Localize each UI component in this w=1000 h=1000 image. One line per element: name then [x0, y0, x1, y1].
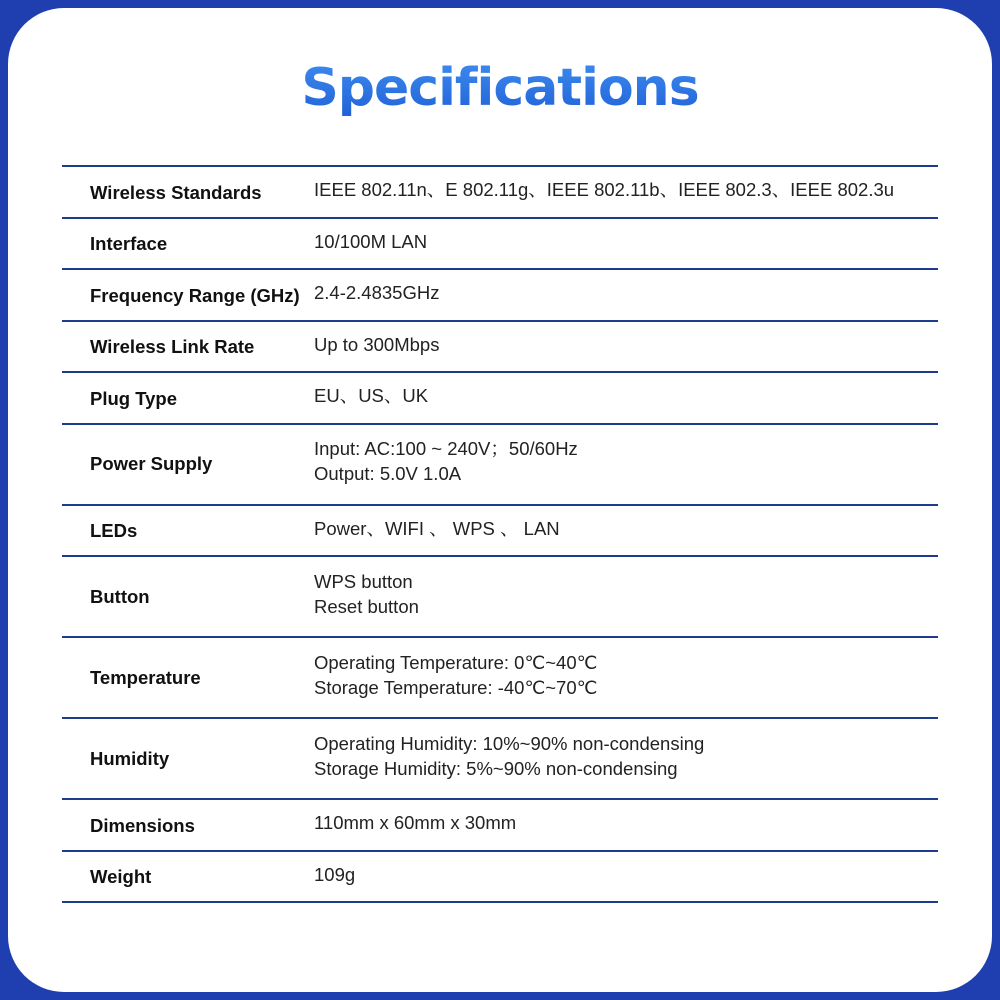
spec-value	[314, 436, 938, 486]
spec-label: Humidity	[90, 747, 170, 769]
spec-value-line: WPS button	[314, 570, 413, 592]
page-title: Specifications	[8, 56, 992, 120]
spec-value	[314, 516, 938, 541]
spec-value	[314, 383, 938, 408]
spec-value	[314, 177, 938, 202]
spec-value-line: Operating Humidity: 10%~90% non-condensing	[314, 732, 705, 754]
spec-label: Wireless Standards	[90, 181, 262, 203]
spec-value-line: 10/100M LAN	[314, 230, 428, 252]
spec-value-line: 109g	[314, 863, 356, 885]
spec-label: Power Supply	[90, 453, 213, 474]
spec-value	[314, 731, 938, 781]
spec-row-wireless-standards	[62, 167, 938, 219]
spec-value-line: Power、WIFI 、 WPS 、 LAN	[314, 517, 560, 539]
spec-value	[314, 280, 938, 305]
spec-value-line: IEEE 802.11n、E 802.11g、IEEE 802.11b、IEEE 802.3、IEEE 802.3u	[314, 179, 895, 201]
spec-label: LEDs	[90, 520, 138, 542]
spec-row-plug-type	[62, 373, 938, 425]
spec-value	[314, 332, 938, 357]
spec-value-line: 110mm x 60mm x 30mm	[314, 812, 517, 834]
spec-value-line: Storage Temperature: -40℃~70℃	[314, 676, 598, 698]
spec-value-line: EU、US、UK	[314, 385, 429, 407]
spec-label: Weight	[90, 866, 152, 888]
spec-value-line: Output: 5.0V 1.0A	[314, 463, 462, 484]
spec-label: Temperature	[90, 666, 201, 688]
spec-value-line: Up to 300Mbps	[314, 333, 440, 355]
spec-value-line: Reset button	[314, 595, 419, 617]
spec-value	[314, 862, 938, 887]
spec-value	[314, 810, 938, 835]
spec-row-temperature	[62, 638, 938, 719]
spec-label: Dimensions	[90, 814, 195, 836]
spec-value-line: Storage Humidity: 5%~90% non-condensing	[314, 757, 678, 779]
spec-label: Plug Type	[90, 387, 178, 409]
spec-value-line: Input: AC:100 ~ 240V；50/60Hz	[314, 438, 578, 459]
spec-row-power-supply	[62, 425, 938, 506]
spec-row-dimensions	[62, 800, 938, 852]
spec-row-frequency-range	[62, 270, 938, 322]
spec-card	[8, 8, 992, 992]
spec-row-button	[62, 557, 938, 638]
spec-value-line: 2.4-2.4835GHz	[314, 282, 440, 304]
spec-value-line: Operating Temperature: 0℃~40℃	[314, 651, 598, 673]
spec-label: Interface	[90, 233, 168, 255]
spec-label: Wireless Link Rate	[90, 336, 255, 358]
spec-row-leds	[62, 506, 938, 558]
spec-value	[314, 650, 938, 700]
spec-row-interface	[62, 219, 938, 271]
spec-row-weight	[62, 852, 938, 904]
spec-value	[314, 229, 938, 254]
spec-label: Button	[90, 585, 150, 607]
spec-table	[62, 165, 938, 903]
spec-row-wireless-link-rate	[62, 322, 938, 374]
spec-row-humidity	[62, 719, 938, 800]
spec-value	[314, 569, 938, 619]
spec-label: Frequency Range (GHz)	[90, 284, 300, 306]
